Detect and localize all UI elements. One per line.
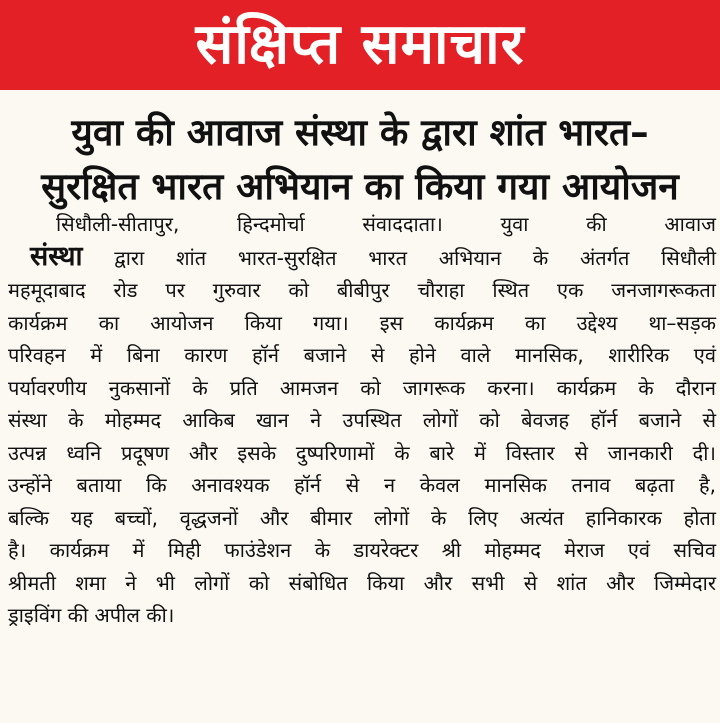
body-line-4: कार्यक्रम का आयोजन किया गया। इस कार्यक्रम का उद्देश्य था–सड़क bbox=[8, 310, 716, 335]
body-line-5: परिवहन में बिना कारण हॉर्न बजाने से होने वाले मानसिक, शारीरिक एवं bbox=[8, 343, 716, 367]
headline-line-1: युवा की आवाज संस्था के द्वारा शांत भारत– bbox=[71, 111, 649, 154]
section-banner bbox=[0, 0, 720, 90]
body-line-10: बल्कि यह बच्चों, वृद्धजनों और बीमार लोगों के लिए अत्यंत हानिकारक होता bbox=[8, 505, 716, 530]
article-headline bbox=[0, 106, 720, 214]
body-line-7: संस्था के मोहम्मद आकिब खान ने उपस्थित लोगों को बेवजह हॉर्न बजाने से bbox=[8, 408, 716, 432]
body-line-13: ड्राइविंग की अपील की। bbox=[8, 603, 175, 627]
section-title: संक्षिप्त समाचार bbox=[195, 12, 525, 77]
body-line-3: महमूदाबाद रोड पर गुरुवार को बीबीपुर चौराहा स्थित एक जनजागरूकता bbox=[8, 278, 716, 302]
body-line-1: सिधौली-सीतापुर, हिन्दमोर्चा संवाददाता। युवा की आवाज bbox=[56, 212, 716, 236]
headline-line-2: सुरक्षित भारत अभियान का किया गया आयोजन bbox=[41, 165, 679, 208]
article-body bbox=[8, 208, 716, 632]
body-line-2 bbox=[8, 241, 716, 275]
body-line-2-rest: द्वारा शांत भारत-सुरक्षित भारत अभियान के अंतर्गत सिधौली bbox=[82, 245, 716, 270]
body-line-9: उन्होंने बताया कि अनावश्यक हॉर्न से न केवल मानसिक तनाव बढ़ता है, bbox=[8, 473, 716, 497]
body-line-6: पर्यावरणीय नुकसानों के प्रति आमजन को जागरूक करना। कार्यक्रम के दौरान bbox=[8, 375, 716, 400]
body-big-word: संस्था bbox=[30, 240, 83, 272]
body-line-11: है। कार्यक्रम में मिही फाउंडेशन के डायरेक्टर श्री मोहम्मद मेराज एवं सचिव bbox=[8, 538, 716, 562]
body-line-12: श्रीमती शमा ने भी लोगों को संबोधित किया और सभी से शांत और जिम्मेदार bbox=[8, 570, 716, 595]
body-line-8: उत्पन्न ध्वनि प्रदूषण और इसके दुष्परिणामों के बारे में विस्तार से जानकारी दी। bbox=[8, 440, 716, 465]
